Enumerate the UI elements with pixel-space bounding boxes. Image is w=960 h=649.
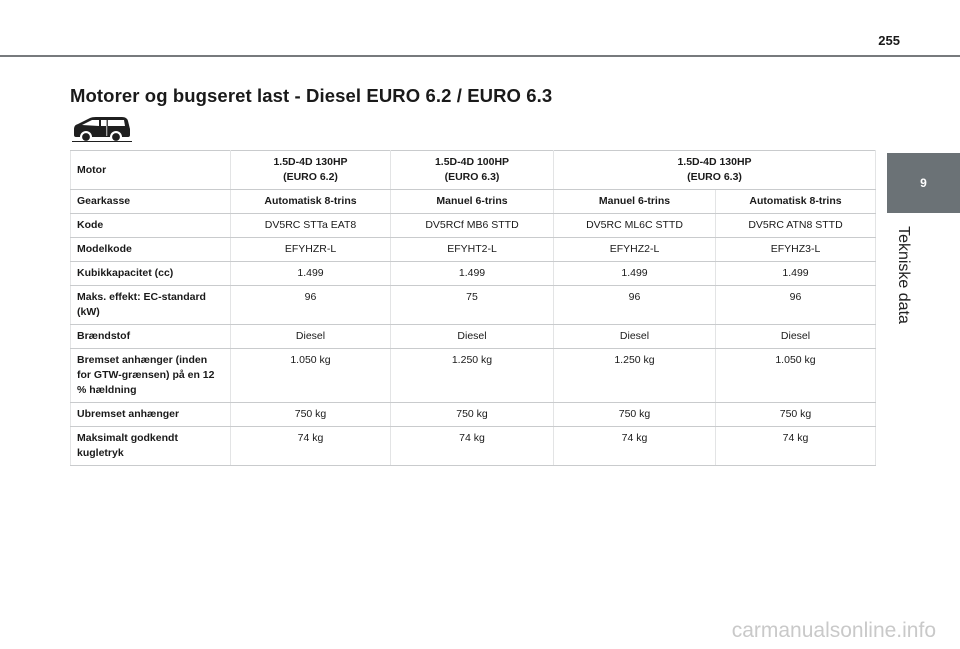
table-cell: Manuel 6-trins bbox=[554, 190, 716, 214]
table-row bbox=[71, 427, 876, 466]
table-cell: Automatisk 8-trins bbox=[716, 190, 876, 214]
engine-spec-table bbox=[70, 150, 876, 466]
table-cell: 1.050 kg bbox=[231, 349, 391, 403]
table-cell: 74 kg bbox=[231, 427, 391, 466]
table-row bbox=[71, 325, 876, 349]
table-cell: 74 kg bbox=[554, 427, 716, 466]
table-cell: 1.050 kg bbox=[716, 349, 876, 403]
header-engine-3: 1.5D-4D 130HP (EURO 6.3) bbox=[554, 151, 876, 190]
table-cell: EFYHZ2-L bbox=[554, 238, 716, 262]
table-row bbox=[71, 190, 876, 214]
table-cell: 1.499 bbox=[391, 262, 554, 286]
table-cell: DV5RCf MB6 STTD bbox=[391, 214, 554, 238]
footer-watermark: carmanualsonline.info bbox=[731, 619, 936, 642]
row-label: Kode bbox=[71, 214, 231, 238]
table-cell: 750 kg bbox=[554, 403, 716, 427]
table-cell: DV5RC ML6C STTD bbox=[554, 214, 716, 238]
table-cell: 750 kg bbox=[391, 403, 554, 427]
table-cell: 96 bbox=[716, 286, 876, 325]
table-cell: 750 kg bbox=[231, 403, 391, 427]
table-cell: Diesel bbox=[716, 325, 876, 349]
row-label: Gearkasse bbox=[71, 190, 231, 214]
chapter-label bbox=[868, 220, 938, 330]
table-cell: 74 kg bbox=[716, 427, 876, 466]
van-icon bbox=[70, 115, 134, 143]
row-label: Modelkode bbox=[71, 238, 231, 262]
chapter-tab[interactable] bbox=[887, 153, 960, 213]
table-cell: Diesel bbox=[231, 325, 391, 349]
chapter-title: Tekniske data bbox=[895, 226, 912, 324]
table-cell: 1.499 bbox=[716, 262, 876, 286]
table-cell: 96 bbox=[554, 286, 716, 325]
table-cell: Automatisk 8-trins bbox=[231, 190, 391, 214]
table-cell: DV5RC ATN8 STTD bbox=[716, 214, 876, 238]
page-number: 255 bbox=[878, 33, 900, 48]
table-cell: DV5RC STTa EAT8 bbox=[231, 214, 391, 238]
table-cell: Manuel 6-trins bbox=[391, 190, 554, 214]
header-label: Motor bbox=[71, 151, 231, 190]
table-cell: 1.250 kg bbox=[391, 349, 554, 403]
table-cell: Diesel bbox=[554, 325, 716, 349]
table-row bbox=[71, 349, 876, 403]
table-cell: 1.499 bbox=[231, 262, 391, 286]
header-engine-2: 1.5D-4D 100HP (EURO 6.3) bbox=[391, 151, 554, 190]
table-cell: 74 kg bbox=[391, 427, 554, 466]
header-engine-1: 1.5D-4D 130HP (EURO 6.2) bbox=[231, 151, 391, 190]
table-header-row bbox=[71, 151, 876, 190]
row-label: Bremset anhænger (inden for GTW-grænsen) på en 12 % hældning bbox=[71, 349, 231, 403]
table-row bbox=[71, 238, 876, 262]
row-label: Brændstof bbox=[71, 325, 231, 349]
table-cell: 750 kg bbox=[716, 403, 876, 427]
table-cell: 1.250 kg bbox=[554, 349, 716, 403]
table-cell: 96 bbox=[231, 286, 391, 325]
row-label: Maks. effekt: EC-standard (kW) bbox=[71, 286, 231, 325]
page-title: Motorer og bugseret last - Diesel EURO 6.2 / EURO 6.3 bbox=[70, 85, 553, 106]
table-cell: 75 bbox=[391, 286, 554, 325]
table-cell: Diesel bbox=[391, 325, 554, 349]
table-row bbox=[71, 262, 876, 286]
table-row bbox=[71, 214, 876, 238]
top-divider bbox=[0, 55, 960, 57]
row-label: Maksimalt godkendt kugletryk bbox=[71, 427, 231, 466]
table-row bbox=[71, 403, 876, 427]
table-cell: EFYHT2-L bbox=[391, 238, 554, 262]
row-label: Ubremset anhænger bbox=[71, 403, 231, 427]
table-row bbox=[71, 286, 876, 325]
row-label: Kubikkapacitet (cc) bbox=[71, 262, 231, 286]
table-cell: 1.499 bbox=[554, 262, 716, 286]
chapter-number: 9 bbox=[920, 176, 927, 190]
table-cell: EFYHZ3-L bbox=[716, 238, 876, 262]
table-cell: EFYHZR-L bbox=[231, 238, 391, 262]
